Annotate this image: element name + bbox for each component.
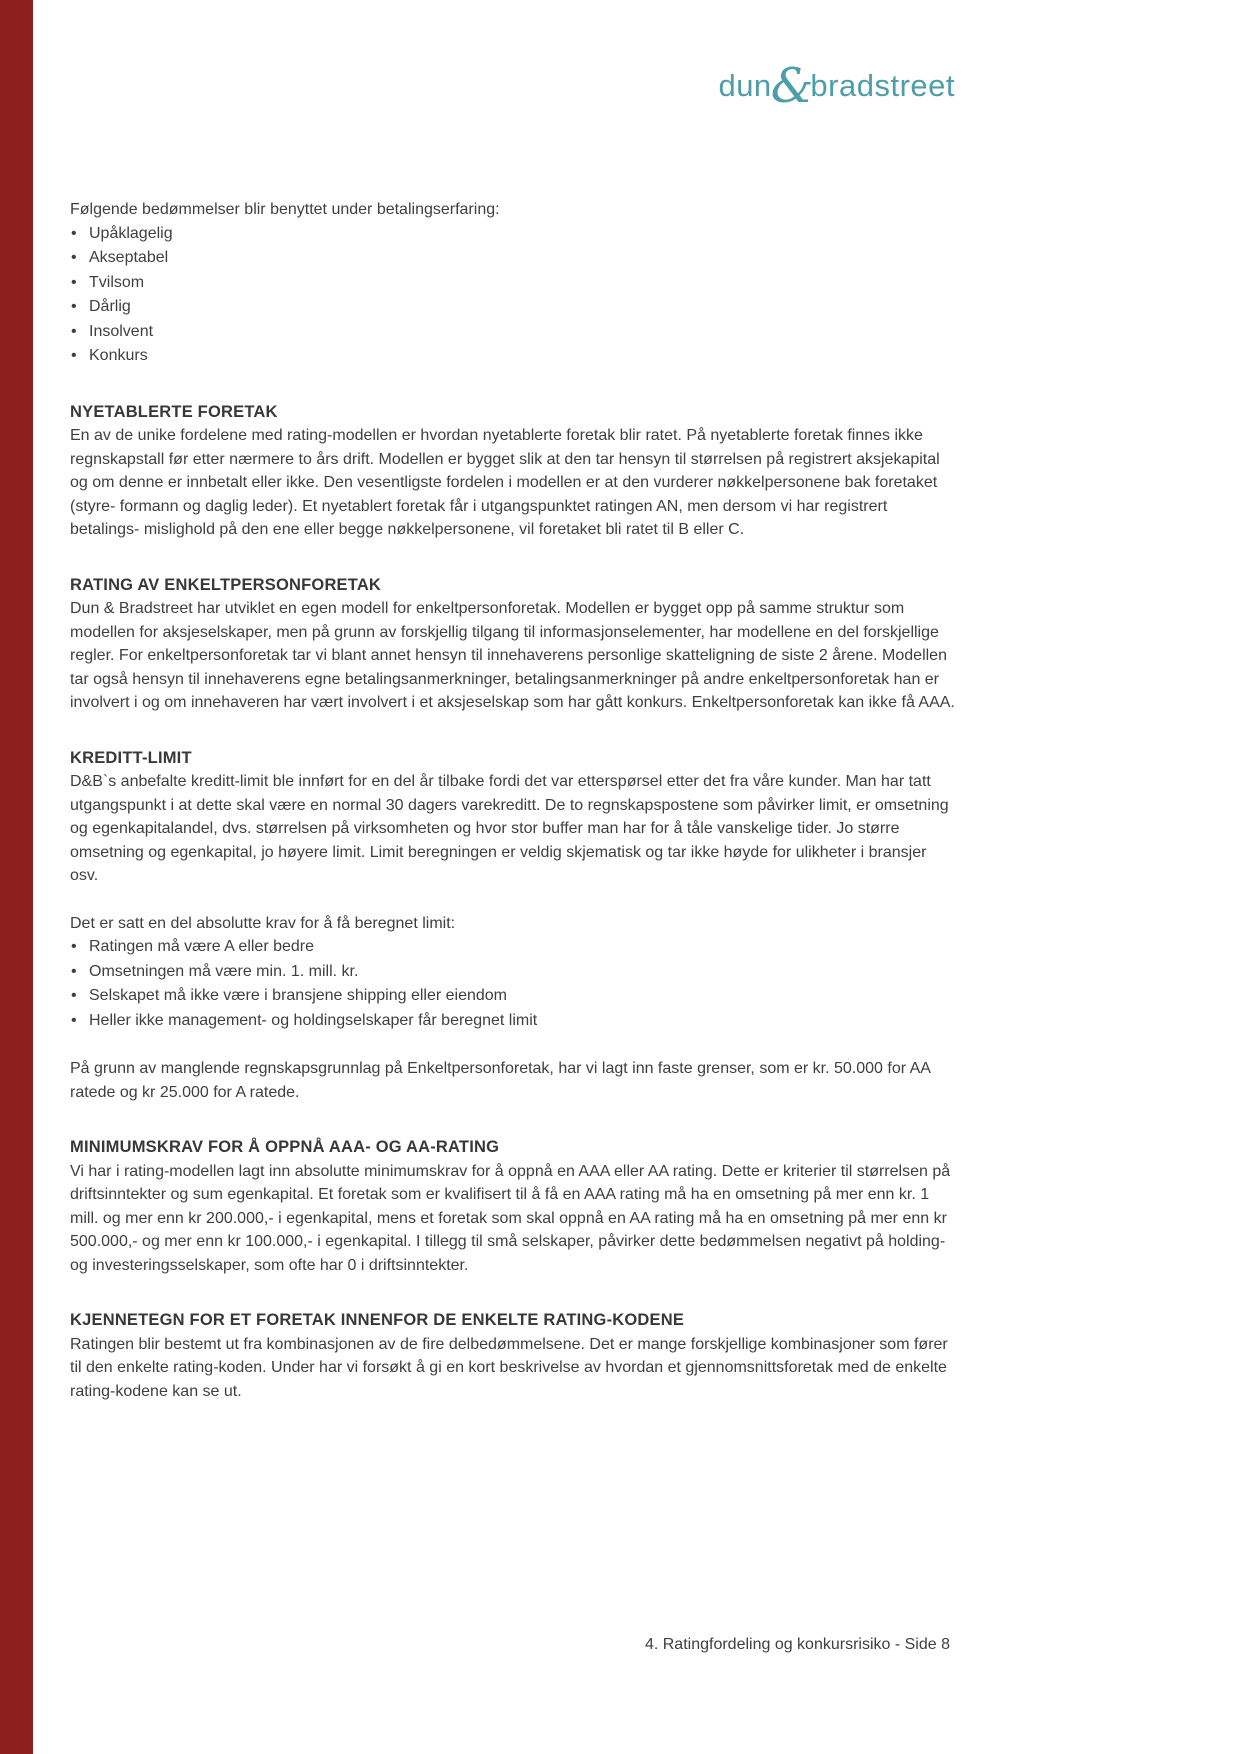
limit-requirements-lead: Det er satt en del absolutte krav for å få beregnet limit: xyxy=(70,914,456,932)
document-body xyxy=(70,198,958,1403)
limit-requirements-list xyxy=(70,935,958,1033)
logo-text-dun: dun xyxy=(718,68,772,103)
dun-bradstreet-logo xyxy=(70,58,955,114)
limit-fixed-thresholds-paragraph: På grunn av manglende regnskapsgrunnlag på Enkeltpersonforetak, har vi lagt inn faste grenser, som er kr. 50.000 for AA ratede og kr 25.000 for A ratede. xyxy=(70,1060,931,1101)
logo-text-bradstreet: bradstreet xyxy=(810,68,955,103)
list-item: • Selskapet må ikke være i bransjene shipping eller eiendom xyxy=(70,984,958,1009)
section-body-rating-enkeltpersonforetak: Dun & Bradstreet har utviklet en egen modell for enkeltpersonforetak. Modellen er bygget opp på samme struktur som modellen for aksjeselskaper, men på grunn av forskjellig tilgang til informasjonselementer, har modellene en del forskjellige regler. For enkeltpersonforetak tar vi blant annet hensyn til innehaverens personlige skatteligning de siste 2 årene. Modellen tar også hensyn til innehaverens egne betalingsanmerkninger, betalingsanmerkninger på andre enkeltpersonforetak han er involvert i og om innehaveren har vært involvert i et aksjeselskap som har gått konkurs. Enkeltpersonforetak kan ikke få AAA. xyxy=(70,600,955,711)
intro-lead: Følgende bedømmelser blir benyttet under betalingserfaring: xyxy=(70,201,500,218)
section-body-kreditt-limit: D&B`s anbefalte kreditt-limit ble innført for en del år tilbake fordi det var etterspørsel etter det fra våre kunder. Man har tatt utgangspunkt i at dette skal være en normal 30 dagers varekreditt. De to regnskapspostene som påvirker limit, er omsetning og egenkapitalandel, dvs. størrelsen på virksomheten og hvor stor buffer man har for å tåle vanskelige tider. Jo større omsetning og egenkapital, jo høyere limit. Limit beregningen er veldig skjematisk og tar ikke høyde for ulikheter i bransjer osv. xyxy=(70,773,949,884)
section-body-kjennetegn: Ratingen blir bestemt ut fra kombinasjonen av de fire delbedømmelsene. Det er mange forskjellige kombinasjoner som fører til den enkelte rating-koden. Under har vi forsøkt å gi en kort beskrivelse av hvordan et gjennomsnittsforetak med de enkelte rating-kodene kan se ut. xyxy=(70,1335,948,1400)
footer-pagination: 4. Ratingfordeling og konkursrisiko - Side 8 xyxy=(644,1636,950,1653)
list-item: • Konkurs xyxy=(70,344,958,369)
section-body-nyetablerte-foretak: En av de unike fordelene med rating-modellen er hvordan nyetablerte foretak blir ratet. På nyetablerte foretak finnes ikke regnskapstall før etter nærmere to års drift. Modellen er bygget slik at den tar hensyn til størrelsen på registrert aksjekapital og om denne er innbetalt eller ikke. Den vesentligste fordelen i modellen er at den vurderer nøkkelpersonene bak foretaket (styre- formann og daglig leder). Et nyetablert foretak får i utgangspunktet ratingen AN, men dersom vi har registrert betalings- mislighold på den ene eller begge nøkkelpersonene, vil foretaket bli ratet til B eller C. xyxy=(70,427,940,538)
list-item: • Omsetningen må være min. 1. mill. kr. xyxy=(70,960,958,985)
list-item: • Akseptabel xyxy=(70,246,958,271)
payment-experience-list xyxy=(70,222,958,369)
list-item: • Upåklagelig xyxy=(70,222,958,247)
section-heading-nyetablerte-foretak: NYETABLERTE FORETAK xyxy=(70,402,278,421)
list-item: • Dårlig xyxy=(70,295,958,320)
section-heading-kjennetegn: KJENNETEGN FOR ET FORETAK INNENFOR DE ENKELTE RATING-KODENE xyxy=(70,1311,685,1329)
section-heading-kreditt-limit: KREDITT-LIMIT xyxy=(70,748,192,767)
left-margin-bar xyxy=(0,0,33,1754)
section-heading-minimumskrav: MINIMUMSKRAV FOR Å OPPNÅ AAA- OG AA-RATING xyxy=(70,1138,500,1156)
section-body-minimumskrav: Vi har i rating-modellen lagt inn absolutte minimumskrav for å oppnå en AAA eller AA rating. Dette er kriterier til størrelsen på driftsinntekter og sum egenkapital. Et foretak som er kvalifisert til å få en AAA rating må ha en omsetning på mer enn kr. 1 mill. og mer enn kr 200.000,- i egenkapital, mens et foretak som skal oppnå en AA rating må ha en omsetning på mer enn kr 500.000,- og mer enn kr 100.000,- i egenkapital. I tillegg til små selskaper, påvirker dette bedømmelsen negativt på holding- og investeringsselskaper, som ofte har 0 i driftsinntekter. xyxy=(70,1162,951,1274)
list-item: • Ratingen må være A eller bedre xyxy=(70,935,958,960)
section-heading-rating-enkeltpersonforetak: RATING AV ENKELTPERSONFORETAK xyxy=(70,575,382,594)
list-item: • Insolvent xyxy=(70,320,958,345)
list-item: • Tvilsom xyxy=(70,271,958,296)
list-item: • Heller ikke management- og holdingselskaper får beregnet limit xyxy=(70,1009,958,1034)
logo-ampersand-icon: & xyxy=(770,58,814,114)
